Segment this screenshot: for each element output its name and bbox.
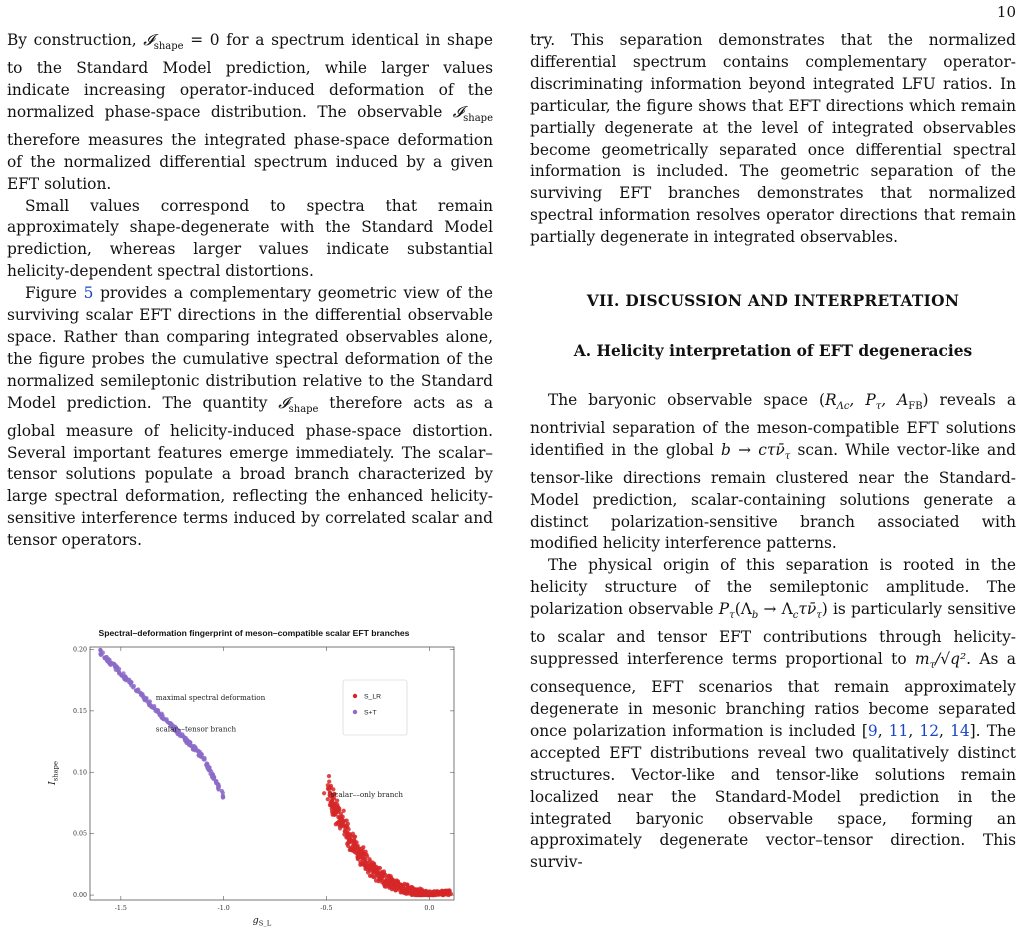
data-point <box>98 648 102 652</box>
data-point <box>338 826 342 830</box>
page-number: 10 <box>996 3 1016 21</box>
data-point <box>160 715 164 719</box>
data-point <box>334 822 338 826</box>
chart-annotation: maximal spectral deformation <box>155 692 266 702</box>
chart-annotation: scalar––only branch <box>330 789 404 799</box>
x-axis-label: $g_{S\_L}$ <box>252 915 272 928</box>
legend-label: S_LR <box>364 693 382 701</box>
chart-title: Spectral–deformation fingerprint of meson–compatible scalar EFT branches <box>98 628 410 638</box>
data-point <box>380 878 384 882</box>
legend-label: S+T <box>364 709 377 717</box>
data-point <box>362 856 366 860</box>
legend-marker <box>353 710 357 714</box>
data-point <box>329 784 333 788</box>
data-point <box>335 799 339 803</box>
data-point <box>196 749 200 753</box>
data-point <box>124 678 128 682</box>
y-tick-label: 0.20 <box>72 646 87 654</box>
data-point <box>106 660 110 664</box>
data-point <box>336 815 340 819</box>
data-point <box>147 703 151 707</box>
data-point <box>216 786 220 790</box>
data-point <box>185 738 189 742</box>
data-point <box>356 857 360 861</box>
figure-reference[interactable]: 5 <box>83 284 94 303</box>
data-point <box>322 791 326 795</box>
right-column <box>530 30 1016 874</box>
paragraph: By construction, 𝓘$_{shape}$ = 0 for a spectrum identical in shape to the Standard Model prediction, while larger values indicate increasing operator-induced deformation of the normalized phase-space distribution. The observable 𝓘$_{shape}$ therefore measures the integrated phase-space deformation of the normalized differential spectrum induced by a given EFT solution. <box>7 31 493 193</box>
data-point <box>327 774 331 778</box>
data-point <box>402 883 406 887</box>
paragraph: The baryonic observable space ($R_{\Lambda c}$, $P_\tau$, $A_{FB}$) reveals a nontrivial separation of the meson-compatible EFT solutions identified in the global $b \to c\tau\nū_\tau$ scan. While vector-like and tensor-like directions remain clustered near the Standard-Model prediction, scalar-containing solutions generate a distinct polarization-sensitive branch associated with modified helicity interference patterns. <box>530 390 1016 553</box>
data-point <box>396 879 400 883</box>
subsection-heading: A. Helicity interpretation of EFT degeneracies <box>573 341 973 360</box>
data-point <box>404 889 408 893</box>
data-point <box>345 825 349 829</box>
data-point <box>356 847 360 851</box>
data-point <box>206 764 210 768</box>
chart-legend <box>343 680 407 735</box>
data-point <box>329 803 333 807</box>
data-point <box>337 808 341 812</box>
figure <box>40 625 470 930</box>
data-point <box>152 706 156 710</box>
data-point <box>419 889 423 893</box>
data-point <box>372 863 376 867</box>
y-tick-label: 0.10 <box>72 769 87 777</box>
data-point <box>142 696 146 700</box>
paragraph: The physical origin of this separation is rooted in the helicity structure of the semileptonic amplitude. The polarization observable $P_\tau(\Lambda_b$ → $\Lambda_c\tau\nū_\tau$) is particularly sensitive to scalar and tensor EFT contributions through helicity-suppressed interference terms proportional to $m_\tau/√q^2$. As a consequence, EFT scenarios that remain approximately degenerate in mesonic branching ratios become separated once polarization information is included [9, 11, 12, 14]. The accepted EFT distributions reveal two qualitatively distinct structures. Vector-like and tensor-like solutions remain localized near the Standard-Model prediction in the integrated baryonic observable space, forming an approximately degenerate vector–tensor direction. This surviv- <box>530 556 1017 872</box>
x-tick-label: -1.5 <box>114 905 127 912</box>
data-point <box>202 757 206 761</box>
data-point <box>360 846 364 850</box>
paragraph: Small values correspond to spectra that remain approximately shape-degenerate with the Standard Model prediction, whereas larger values indicate substantial helicity-dependent spectral distortions. <box>7 196 493 281</box>
y-tick-label: 0.05 <box>72 830 87 838</box>
data-point <box>199 753 203 757</box>
data-point <box>393 888 397 892</box>
data-point <box>354 851 358 855</box>
data-point <box>387 879 391 883</box>
data-point <box>371 870 375 874</box>
data-point <box>157 711 161 715</box>
scatter-chart <box>40 625 470 930</box>
y-tick-label: 0.00 <box>72 892 87 900</box>
data-point <box>391 879 395 883</box>
paragraph: Figure 5 provides a complementary geometric view of the surviving scalar EFT directions in the differential observable space. Rather than comparing integrated observables alone, the figure probes the cumulative spectral deformation of the normalized semileptonic distribution relative to the Standard Model prediction. The quantity 𝓘$_{shape}$ therefore acts as a global measure of helicity-induced phase-space distortion. Several important features emerge immediately. The scalar–tensor solutions populate a broad branch characterized by large spectral deformation, reflecting the enhanced helicity-sensitive interference terms induced by correlated scalar and tensor operators. <box>7 284 493 550</box>
series-s-t <box>98 648 225 800</box>
data-point <box>358 863 362 867</box>
data-point <box>332 805 336 809</box>
citation-link[interactable]: 11 <box>888 721 909 740</box>
data-point <box>426 889 430 893</box>
chart-annotation: scalar––tensor branch <box>155 724 237 734</box>
x-tick-label: -0.5 <box>320 905 333 912</box>
data-point <box>330 799 334 803</box>
y-axis-label: 𝐼$_{shape}$ <box>47 760 60 786</box>
data-point <box>352 847 356 851</box>
citation-link[interactable]: 9 <box>867 721 878 740</box>
data-point <box>405 883 409 887</box>
data-point <box>326 797 330 801</box>
x-tick-label: -1.0 <box>217 905 230 912</box>
data-point <box>327 779 331 783</box>
data-point <box>410 893 414 897</box>
data-point <box>447 893 451 897</box>
citation-link[interactable]: 14 <box>950 721 970 740</box>
data-point <box>221 795 225 799</box>
data-point <box>399 887 403 891</box>
citation-link[interactable]: 12 <box>919 721 939 740</box>
data-point <box>214 780 218 784</box>
data-point <box>362 861 366 865</box>
data-point <box>379 870 383 874</box>
section-heading: VII. DISCUSSION AND INTERPRETATION <box>586 292 960 311</box>
data-point <box>103 656 107 660</box>
data-point <box>192 744 196 748</box>
left-column <box>7 30 493 552</box>
data-point <box>117 671 121 675</box>
data-point <box>114 668 118 672</box>
data-point <box>340 817 344 821</box>
data-point <box>431 893 435 897</box>
legend-marker <box>353 694 357 698</box>
data-point <box>388 885 392 889</box>
data-point <box>368 859 372 863</box>
data-point <box>435 890 439 894</box>
data-point <box>365 865 369 869</box>
y-tick-label: 0.15 <box>72 707 87 715</box>
data-point <box>397 883 401 887</box>
data-point <box>382 883 386 887</box>
data-point <box>139 692 143 696</box>
data-point <box>333 810 337 814</box>
data-point <box>440 892 444 896</box>
data-point <box>129 680 133 684</box>
data-point <box>345 842 349 846</box>
data-point <box>344 835 348 839</box>
data-point <box>345 819 349 823</box>
data-point <box>342 809 346 813</box>
data-point <box>114 663 118 667</box>
paragraph: try. This separation demonstrates that the normalized differential spectrum contains complementary operator-discriminating information beyond integrated LFU ratios. In particular, the figure shows that EFT directions which remain partially degenerate at the level of integrated observables become geometrically separated once differential spectral information is included. The geometric separation of the surviving EFT branches demonstrates that normalized spectral information resolves operator directions that remain partially degenerate in integrated observables. <box>530 31 1016 247</box>
x-tick-label: 0.0 <box>424 905 435 912</box>
data-point <box>355 840 359 844</box>
